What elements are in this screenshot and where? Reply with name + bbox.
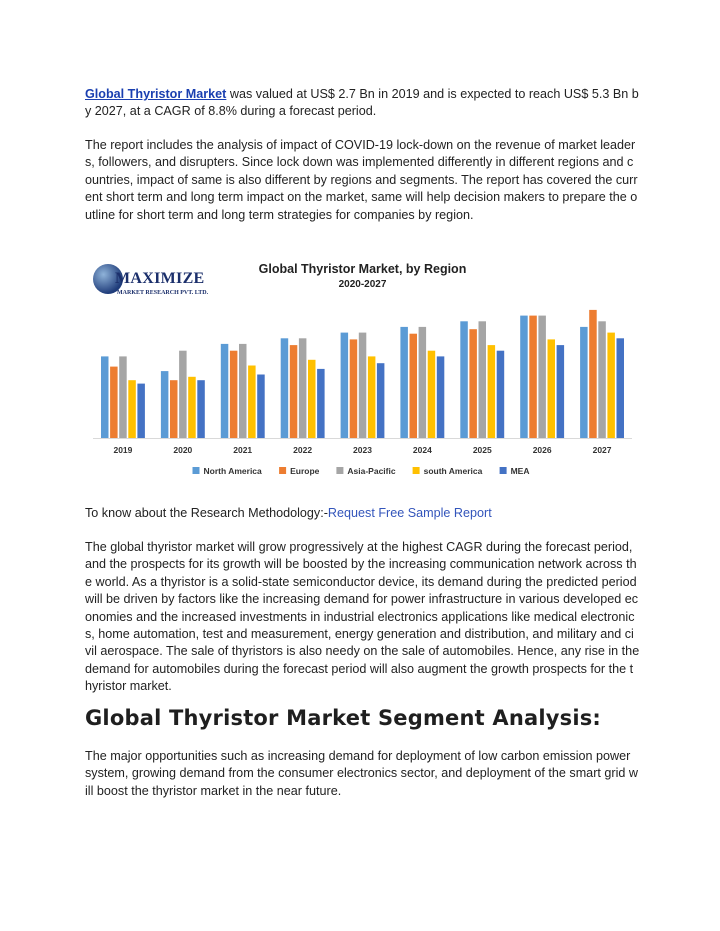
bar-asia-pacific-2024 [419,327,427,438]
chart-title: Global Thyristor Market, by Region [258,262,467,276]
bar-chart [85,252,640,490]
intro-paragraph [85,86,640,121]
bar-mea-2024 [437,356,445,438]
x-tick-label: 2024 [412,445,432,455]
bar-north-america-2021 [221,344,229,438]
bar-south-america-2022 [308,360,316,438]
covid-impact-paragraph: The report includes the analysis of impact of COVID-19 lock-down on the revenue of market leaders, followers, and disrupters. Since lock down was implemented differently in different regions and countries, impact of same is also different by regions and segments. The report has covered the current short term and long term impact on the market, same will help decision makers to prepare the outline for short term and long term strategies for companies by region. [85,138,638,222]
bar-north-america-2027 [580,327,588,438]
legend-swatch [413,467,420,474]
legend-label: Europe [290,466,320,476]
bar-south-america-2021 [248,366,256,439]
x-tick-label: 2020 [173,445,193,455]
bar-asia-pacific-2027 [598,321,606,438]
intro-text: was valued at US$ 2.7 Bn in 2019 and is expected to reach US$ 5.3 Bn by 2027, at a CAGR of 8.8% during a forecast period. [85,87,639,119]
bar-asia-pacific-2026 [538,316,546,438]
bar-north-america-2026 [520,316,528,438]
logo-name: MAXIMIZE [115,270,205,287]
legend-label: North America [203,466,262,476]
bar-mea-2020 [197,380,205,438]
bar-europe-2026 [529,316,537,438]
bar-asia-pacific-2020 [179,351,187,438]
segment-analysis-heading: Global Thyristor Market Segment Analysis: [85,706,602,730]
bar-mea-2019 [137,384,145,438]
bar-europe-2021 [230,351,238,438]
legend-swatch [500,467,507,474]
x-tick-label: 2023 [353,445,372,455]
bar-south-america-2026 [548,339,556,438]
market-growth-paragraph: The global thyristor market will grow progressively at the highest CAGR during the forecast period, and the prospects for its growth will be boosted by the increasing communication network across the world. As a thyristor is a solid-state semiconductor device, its demand during the predicted period will be driven by factors like the increasing demand for power infrastructure in various developed economies and the increased investments in industrial electronics applications like medical electronics, home automation, test and measurement, energy generation and distribution, and military and civil aerospace. The sale of thyristors is also needy on the sale of automobiles. Hence, any rise in the demand for automobiles during the forecast period will also augment the growth prospects for the thyristor market. [85,540,640,694]
legend-label: south America [423,466,483,476]
bar-mea-2026 [557,345,565,438]
bar-europe-2027 [589,310,597,438]
bar-north-america-2024 [400,327,408,438]
logo-subtitle: MARKET RESEARCH PVT. LTD. [117,290,209,296]
legend-swatch [193,467,200,474]
bar-north-america-2019 [101,356,109,438]
x-tick-label: 2027 [592,445,612,455]
bar-europe-2023 [350,339,358,438]
bar-north-america-2023 [341,333,349,438]
x-tick-label: 2025 [472,445,492,455]
bar-mea-2025 [497,351,505,438]
bar-asia-pacific-2025 [479,321,487,438]
bar-south-america-2024 [428,351,436,438]
methodology-line [85,505,640,522]
opportunities-paragraph: The major opportunities such as increasing demand for deployment of low carbon emission power system, growing demand from the consumer electronics sector, and deployment of the smart grid will boost the thyristor market in the near future. [85,749,638,798]
bar-asia-pacific-2019 [119,356,127,438]
bar-asia-pacific-2021 [239,344,247,438]
bar-mea-2023 [377,363,385,438]
request-sample-link[interactable]: Request Free Sample Report [327,506,492,520]
bar-north-america-2025 [460,321,468,438]
bar-mea-2022 [317,369,325,438]
bar-south-america-2027 [607,333,615,438]
bar-mea-2027 [617,338,625,438]
global-thyristor-market-link[interactable]: Global Thyristor Market [85,87,227,101]
x-tick-label: 2021 [233,445,253,455]
bar-south-america-2020 [188,377,196,438]
legend-label: Asia-Pacific [347,466,396,476]
bar-mea-2021 [257,375,265,439]
methodology-label: To know about the Research Methodology:- [85,506,328,520]
chart-figure [85,252,640,490]
legend-swatch [336,467,343,474]
chart-subtitle: 2020-2027 [338,279,387,290]
bar-south-america-2019 [128,380,136,438]
x-tick-label: 2019 [113,445,133,455]
bar-north-america-2020 [161,371,169,438]
bar-europe-2024 [410,334,418,438]
x-tick-label: 2022 [293,445,313,455]
bar-europe-2019 [110,367,118,438]
x-tick-label: 2026 [532,445,552,455]
bar-europe-2025 [469,329,477,438]
bar-south-america-2025 [488,345,496,438]
bar-north-america-2022 [281,338,289,438]
legend-swatch [279,467,286,474]
bar-europe-2020 [170,380,178,438]
bar-europe-2022 [290,345,298,438]
bar-asia-pacific-2023 [359,333,367,438]
bar-south-america-2023 [368,356,376,438]
bar-asia-pacific-2022 [299,338,307,438]
legend-label: MEA [510,466,530,476]
